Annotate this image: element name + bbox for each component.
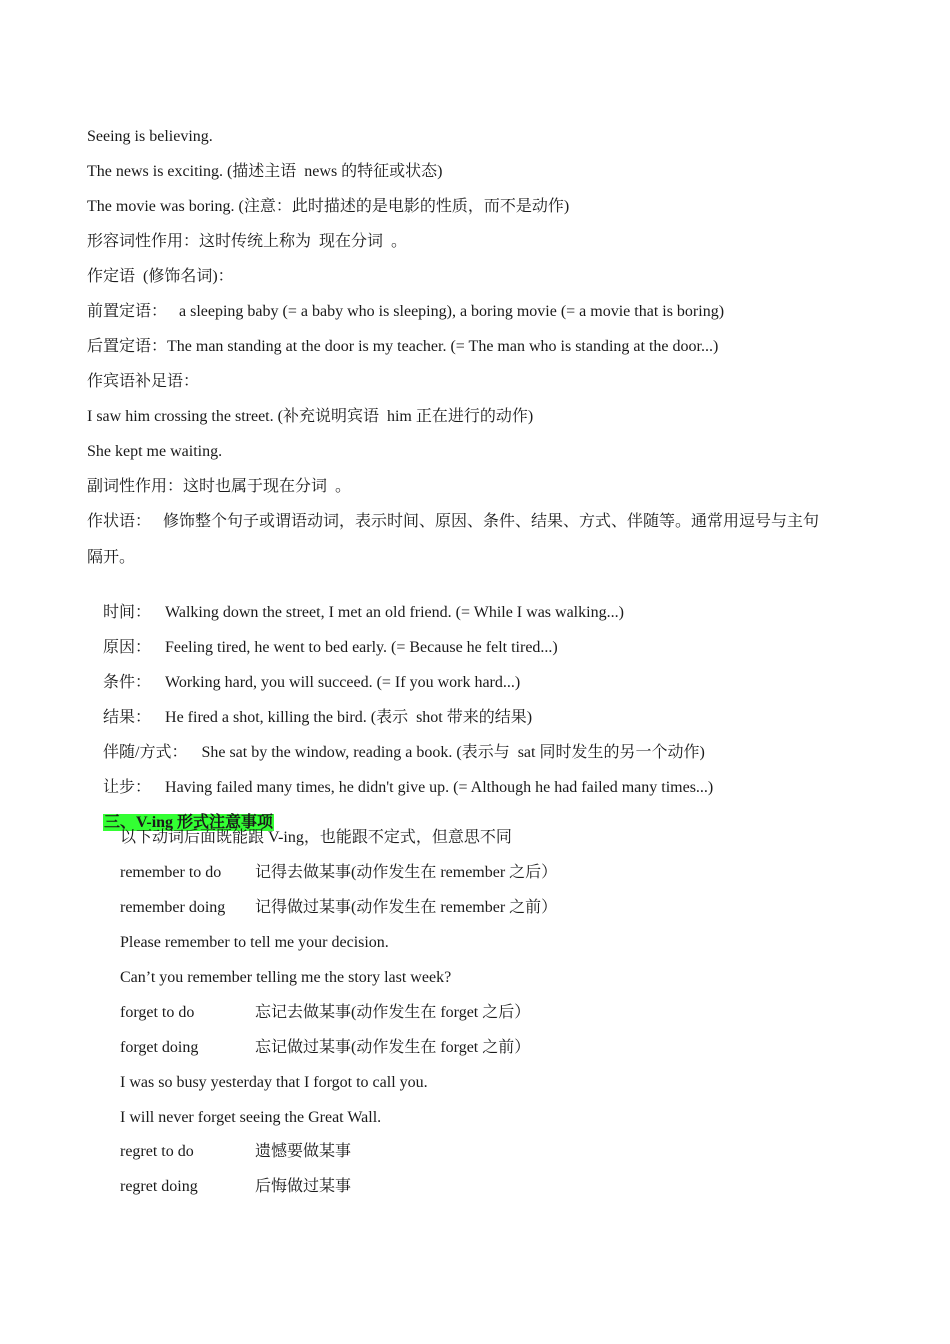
pair-term: remember doing <box>120 899 226 916</box>
pair-term: remember to do <box>120 864 222 881</box>
adverbial-example: He fired a shot, killing the bird. (表示 shot 带来的结果) <box>165 709 533 726</box>
section-heading: 三、V-ing 形式注意事项 <box>104 814 274 831</box>
pair-meaning: 记得做过某事(动作发生在 remember 之前） <box>255 899 558 916</box>
pair-meaning: 记得去做某事(动作发生在 remember 之后） <box>255 864 558 881</box>
text-line: I saw him crossing the street. (补充说明宾语 him 正在进行的动作) <box>87 408 534 425</box>
example-sentence: I was so busy yesterday that I forgot to call you. <box>120 1074 428 1091</box>
section-intro: 以下动词后面既能跟 V-ing，也能跟不定式，但意思不同 <box>120 829 512 846</box>
adverbial-example: Feeling tired, he went to bed early. (= Because he felt tired...) <box>165 639 558 656</box>
text-line: The news is exciting. (描述主语 news 的特征或状态) <box>87 163 443 180</box>
adverbial-label: 结果： <box>103 709 152 726</box>
adverbial-example: She sat by the window, reading a book. (表示与 sat 同时发生的另一个动作) <box>201 744 705 761</box>
adverbial-example: Working hard, you will succeed. (= If you work hard...) <box>165 674 521 691</box>
pair-term: regret doing <box>120 1178 198 1195</box>
example-sentence: Can’t you remember telling me the story last week? <box>120 969 452 986</box>
adverbial-example: Walking down the street, I met an old friend. (= While I was walking...) <box>165 604 624 621</box>
pair-term: forget to do <box>120 1004 195 1021</box>
pair-term: regret to do <box>120 1143 194 1160</box>
text-line: The movie was boring. (注意：此时描述的是电影的性质，而不是动作) <box>87 198 570 215</box>
text-line: 副词性作用：这时也属于现在分词 。 <box>87 478 352 495</box>
text-line: 隔开。 <box>87 549 136 566</box>
text-line: 作定语 (修饰名词)： <box>87 268 234 285</box>
text-line: 形容词性作用：这时传统上称为 现在分词 。 <box>87 233 408 250</box>
adverbial-label: 伴随/方式： <box>103 744 188 761</box>
adverbial-label: 让步： <box>103 779 152 796</box>
adverbial-example: Having failed many times, he didn't give up. (= Although he had failed many times...) <box>165 779 714 796</box>
pair-meaning: 遗憾要做某事 <box>255 1143 352 1160</box>
adverbial-label: 条件： <box>103 674 152 691</box>
text-line: Seeing is believing. <box>87 128 213 145</box>
example-sentence: I will never forget seeing the Great Wall. <box>120 1109 382 1126</box>
pair-meaning: 忘记做过某事(动作发生在 forget 之前） <box>255 1039 531 1056</box>
text-line: She kept me waiting. <box>87 443 223 460</box>
pair-meaning: 后悔做过某事 <box>255 1178 352 1195</box>
text-line: 后置定语：The man standing at the door is my teacher. (= The man who is standing at the door...) <box>87 338 719 355</box>
pair-term: forget doing <box>120 1039 199 1056</box>
adverbial-label: 原因： <box>103 639 152 656</box>
adverbial-label: 时间： <box>103 604 152 621</box>
example-sentence: Please remember to tell me your decision. <box>120 934 389 951</box>
pair-meaning: 忘记去做某事(动作发生在 forget 之后） <box>255 1004 531 1021</box>
text-line: 作宾语补足语： <box>87 373 200 390</box>
text-line: 前置定语： a sleeping baby (= a baby who is sleeping), a boring movie (= a movie that is boring) <box>87 303 725 320</box>
text-line: 作状语： 修饰整个句子或谓语动词，表示时间、原因、条件、结果、方式、伴随等。通常用逗号与主句 <box>87 513 820 530</box>
